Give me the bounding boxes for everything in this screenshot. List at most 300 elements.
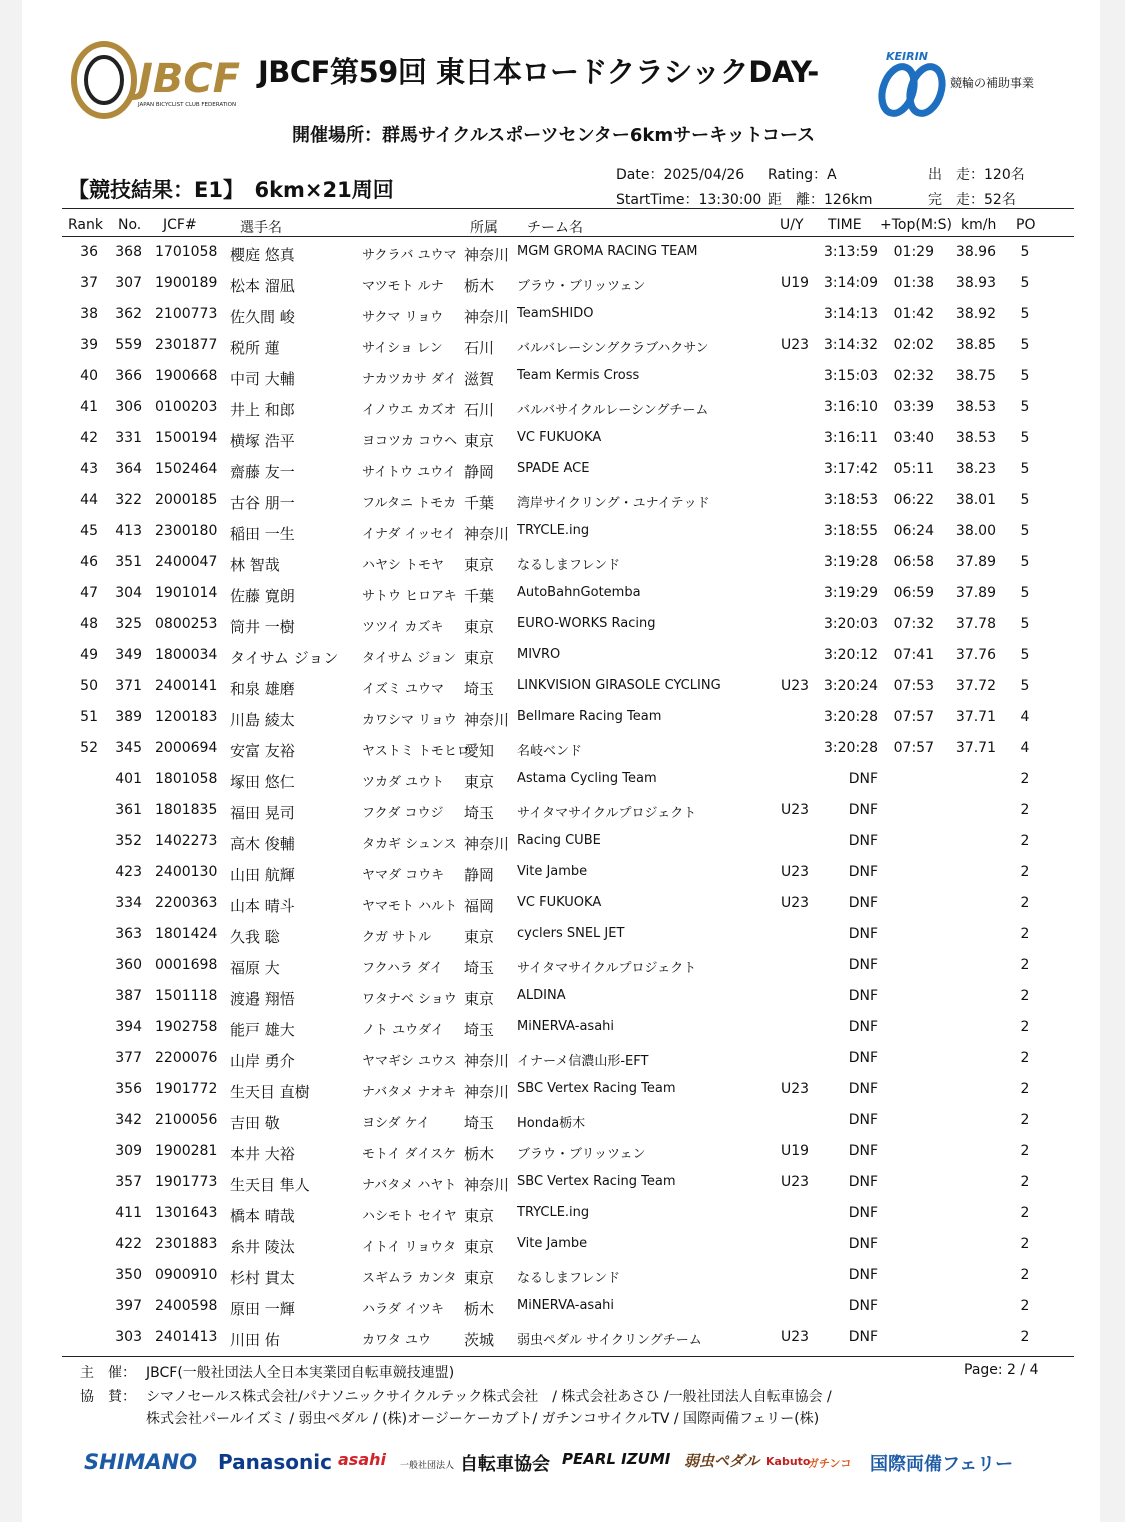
cell-po: 2 xyxy=(1020,1112,1030,1128)
cell-team: MIVRO xyxy=(517,647,561,662)
cell-team: Vite Jambe xyxy=(517,864,588,879)
cell-no: 411 xyxy=(115,1205,142,1221)
cell-top: 05:11 xyxy=(893,461,934,477)
table-row xyxy=(22,1261,1100,1292)
cell-kmh: 38.53 xyxy=(955,399,996,415)
cell-jcf: 1901014 xyxy=(155,585,218,601)
cell-jcf: 2100773 xyxy=(155,306,218,322)
cell-name: 生天目 隼人 xyxy=(230,1176,310,1194)
cell-time: DNF xyxy=(848,988,878,1004)
cell-jcf: 2401413 xyxy=(155,1329,218,1345)
cell-team: MiNERVA-asahi xyxy=(517,1019,615,1034)
cell-time: DNF xyxy=(848,1019,878,1035)
cell-time: 3:20:03 xyxy=(824,616,878,632)
cell-pref: 神奈川 xyxy=(464,711,510,729)
cell-pref: 東京 xyxy=(464,618,495,636)
cell-kmh: 37.89 xyxy=(955,554,996,570)
cell-kana: イトイ リョウタ xyxy=(362,1240,456,1255)
cell-team: Astama Cycling Team xyxy=(517,771,657,786)
cell-kmh: 38.92 xyxy=(955,306,996,322)
cell-po: 5 xyxy=(1020,368,1030,384)
cell-name: 吉田 敬 xyxy=(230,1114,280,1132)
cell-po: 2 xyxy=(1020,988,1030,1004)
cell-pref: 石川 xyxy=(464,401,495,419)
cell-kana: サトウ ヒロアキ xyxy=(362,589,457,604)
result-heading: 【競技結果：E1】 6km×21周回 xyxy=(68,178,394,202)
cell-no: 422 xyxy=(115,1236,142,1252)
cell-name: 齋藤 友一 xyxy=(230,463,295,481)
cell-name: 佐藤 寛朗 xyxy=(230,587,295,605)
cell-no: 394 xyxy=(115,1019,142,1035)
cell-team: なるしまフレンド xyxy=(517,558,621,573)
cell-top: 01:42 xyxy=(893,306,934,322)
cell-po: 2 xyxy=(1020,802,1030,818)
cell-rank: 49 xyxy=(80,647,98,663)
cell-rank: 38 xyxy=(80,306,98,322)
cell-po: 5 xyxy=(1020,647,1030,663)
cell-no: 331 xyxy=(115,430,142,446)
cell-jcf: 2400130 xyxy=(155,864,218,880)
cell-team: バルバサイクルレーシングチーム xyxy=(517,403,709,418)
cell-time: DNF xyxy=(848,1050,878,1066)
cell-kana: サクラバ ユウマ xyxy=(362,248,457,263)
cell-rank: 47 xyxy=(80,585,98,601)
cell-team: なるしまフレンド xyxy=(517,1271,621,1286)
cell-team: 弱虫ペダル サイクリングチーム xyxy=(517,1333,702,1348)
cell-pref: 東京 xyxy=(464,1269,495,1287)
cell-kana: ハラダ イツキ xyxy=(362,1302,445,1317)
cell-kana: イナダ イッセイ xyxy=(362,527,456,542)
venue: 開催場所：群馬サイクルスポーツセンター6kmサーキットコース xyxy=(292,125,816,146)
cell-jcf: 2400598 xyxy=(155,1298,218,1314)
cell-kana: ヤマダ コウキ xyxy=(362,868,445,883)
cell-rank: 45 xyxy=(80,523,98,539)
cell-kana: ツツイ カズキ xyxy=(362,620,444,635)
cell-top: 06:58 xyxy=(893,554,934,570)
cell-jcf: 1901773 xyxy=(155,1174,218,1190)
cell-kana: ワタナベ ショウ xyxy=(362,992,457,1007)
table-row xyxy=(22,331,1100,362)
cell-name: 稲田 一生 xyxy=(230,525,295,543)
cell-name: 筒井 一樹 xyxy=(230,618,295,636)
cell-pref: 埼玉 xyxy=(464,1114,495,1132)
cell-time: DNF xyxy=(848,1205,878,1221)
cell-time: DNF xyxy=(848,926,878,942)
cell-kana: カワシマ リョウ xyxy=(362,713,457,728)
cell-jcf: 2200363 xyxy=(155,895,218,911)
cell-jcf: 1801424 xyxy=(155,926,218,942)
cell-team: TeamSHIDO xyxy=(517,306,594,321)
cell-name: 福原 大 xyxy=(230,959,280,977)
pearl-izumi-logo: PEARL IZUMI xyxy=(562,1450,671,1468)
cell-pref: 神奈川 xyxy=(464,1083,510,1101)
cell-jcf: 2400047 xyxy=(155,554,218,570)
cell-jcf: 2000694 xyxy=(155,740,218,756)
cell-no: 352 xyxy=(115,833,142,849)
cell-po: 2 xyxy=(1020,1174,1030,1190)
cell-no: 366 xyxy=(115,368,142,384)
cell-kana: タカギ シュンス xyxy=(362,837,457,852)
cell-kana: フルタニ トモカ xyxy=(362,496,457,511)
starters-count: 出 走：120名 xyxy=(928,167,1025,183)
cell-pref: 栃木 xyxy=(464,1145,495,1163)
cell-pref: 東京 xyxy=(464,1207,495,1225)
cell-top: 07:53 xyxy=(893,678,934,694)
cell-po: 2 xyxy=(1020,1267,1030,1283)
col-pref: 所属 xyxy=(470,220,498,236)
cell-pref: 神奈川 xyxy=(464,246,510,264)
cell-po: 2 xyxy=(1020,1329,1030,1345)
cell-kmh: 37.71 xyxy=(955,740,996,756)
cell-kmh: 38.75 xyxy=(955,368,996,384)
cell-team: Bellmare Racing Team xyxy=(517,709,662,724)
cell-time: 3:16:10 xyxy=(824,399,878,415)
cell-jcf: 1900189 xyxy=(155,275,218,291)
jitensha-logo-sub: 一般社団法人 xyxy=(400,1461,455,1471)
table-row xyxy=(22,269,1100,300)
cell-time: DNF xyxy=(848,1143,878,1159)
cell-no: 304 xyxy=(115,585,142,601)
cell-name: 山本 晴斗 xyxy=(230,897,295,915)
cell-po: 5 xyxy=(1020,461,1030,477)
cell-team: ブラウ・ブリッツェン xyxy=(517,1147,646,1162)
panasonic-logo: Panasonic xyxy=(218,1450,332,1474)
cell-kmh: 37.78 xyxy=(955,616,996,632)
cell-jcf: 1801058 xyxy=(155,771,218,787)
cell-po: 5 xyxy=(1020,306,1030,322)
cell-rank: 42 xyxy=(80,430,98,446)
cell-no: 350 xyxy=(115,1267,142,1283)
cell-kana: サクマ リョウ xyxy=(362,310,444,325)
cell-rank: 46 xyxy=(80,554,98,570)
cell-name: 本井 大裕 xyxy=(230,1145,295,1163)
cell-top: 07:41 xyxy=(893,647,934,663)
organizer-label: 主 催： xyxy=(80,1365,136,1381)
cell-no: 349 xyxy=(115,647,142,663)
cell-pref: 埼玉 xyxy=(464,680,495,698)
cell-po: 2 xyxy=(1020,1081,1030,1097)
cell-pref: 千葉 xyxy=(464,494,495,512)
yowamushi-logo: 弱虫ペダル xyxy=(684,1452,760,1470)
cell-team: cyclers SNEL JET xyxy=(517,926,625,941)
cell-uy: U23 xyxy=(780,678,810,694)
cell-time: 3:18:53 xyxy=(824,492,878,508)
cell-time: DNF xyxy=(848,864,878,880)
cell-kmh: 38.00 xyxy=(955,523,996,539)
cell-no: 389 xyxy=(115,709,142,725)
cell-pref: 栃木 xyxy=(464,1300,495,1318)
cell-jcf: 2301883 xyxy=(155,1236,218,1252)
cell-time: 3:20:12 xyxy=(824,647,878,663)
cell-kana: フクダ コウジ xyxy=(362,806,444,821)
cell-name: 福田 晃司 xyxy=(230,804,295,822)
cell-jcf: 1801835 xyxy=(155,802,218,818)
cell-name: 橋本 晴哉 xyxy=(230,1207,295,1225)
cell-time: 3:16:11 xyxy=(824,430,878,446)
cell-team: AutoBahnGotemba xyxy=(517,585,641,600)
cell-pref: 石川 xyxy=(464,339,495,357)
cell-name: 川田 佑 xyxy=(230,1331,280,1349)
cell-no: 356 xyxy=(115,1081,142,1097)
cell-po: 2 xyxy=(1020,771,1030,787)
race-date: Date：2025/04/26 xyxy=(616,167,745,183)
cell-pref: 栃木 xyxy=(464,277,495,295)
cell-po: 5 xyxy=(1020,275,1030,291)
cell-po: 2 xyxy=(1020,1205,1030,1221)
table-row xyxy=(22,1044,1100,1075)
cell-team: ALDINA xyxy=(517,988,566,1003)
cell-time: 3:14:32 xyxy=(824,337,878,353)
cell-top: 03:40 xyxy=(893,430,934,446)
cell-uy: U23 xyxy=(780,337,810,353)
cell-top: 06:22 xyxy=(893,492,934,508)
sponsor-line-2: 株式会社パールイズミ / 弱虫ペダル / (株)オージーケーカブト/ ガチンコサイクルTV / 国際両備フェリー(株) xyxy=(146,1411,820,1427)
cell-no: 413 xyxy=(115,523,142,539)
cell-jcf: 1701058 xyxy=(155,244,218,260)
cell-rank: 41 xyxy=(80,399,98,415)
cell-no: 360 xyxy=(115,957,142,973)
cell-name: 井上 和郎 xyxy=(230,401,295,419)
cell-pref: 東京 xyxy=(464,990,495,1008)
cell-no: 559 xyxy=(115,337,142,353)
ferry-logo: 国際両備フェリー xyxy=(870,1454,1014,1475)
cell-jcf: 1900668 xyxy=(155,368,218,384)
cell-po: 2 xyxy=(1020,1298,1030,1314)
cell-no: 325 xyxy=(115,616,142,632)
cell-name: 高木 俊輔 xyxy=(230,835,295,853)
cell-po: 4 xyxy=(1020,740,1030,756)
cell-pref: 東京 xyxy=(464,649,495,667)
col-top: +Top(M:S) xyxy=(880,217,952,233)
start-time: StartTime：13:30:00 xyxy=(616,192,762,208)
table-row xyxy=(22,579,1100,610)
cell-time: DNF xyxy=(848,1112,878,1128)
cell-team: 名岐ベンド xyxy=(517,744,583,759)
cell-pref: 東京 xyxy=(464,432,495,450)
cell-team: SBC Vertex Racing Team xyxy=(517,1174,676,1189)
cell-pref: 静岡 xyxy=(464,866,495,884)
cell-time: 3:13:59 xyxy=(824,244,878,260)
cell-top: 06:24 xyxy=(893,523,934,539)
table-row xyxy=(22,765,1100,796)
col-kmh: km/h xyxy=(961,217,997,233)
cell-kana: イノウエ カズオ xyxy=(362,403,457,418)
cell-po: 5 xyxy=(1020,244,1030,260)
cell-time: 3:15:03 xyxy=(824,368,878,384)
cell-pref: 東京 xyxy=(464,556,495,574)
cell-name: 杉村 貫太 xyxy=(230,1269,295,1287)
cell-jcf: 1501118 xyxy=(155,988,218,1004)
table-row xyxy=(22,424,1100,455)
cell-po: 2 xyxy=(1020,957,1030,973)
gachinko-logo: ガチンコ xyxy=(808,1457,852,1470)
cell-no: 342 xyxy=(115,1112,142,1128)
col-no: No. xyxy=(118,217,142,233)
table-row xyxy=(22,393,1100,424)
cell-top: 02:32 xyxy=(893,368,934,384)
cell-kmh: 38.53 xyxy=(955,430,996,446)
cell-po: 2 xyxy=(1020,1050,1030,1066)
cell-kana: ハヤシ トモヤ xyxy=(362,558,445,573)
cell-team: LINKVISION GIRASOLE CYCLING xyxy=(517,678,721,693)
cell-po: 4 xyxy=(1020,709,1030,725)
jitensha-logo: 自転車協会 xyxy=(460,1454,550,1475)
jbcf-logo-text: JBCF xyxy=(138,56,241,102)
cell-time: DNF xyxy=(848,833,878,849)
table-row xyxy=(22,1013,1100,1044)
cell-name: 中司 大輔 xyxy=(230,370,295,388)
cell-name: 原田 一輝 xyxy=(230,1300,295,1318)
cell-jcf: 2200076 xyxy=(155,1050,218,1066)
divider xyxy=(62,236,1074,237)
cell-kana: ナバタメ ナオキ xyxy=(362,1085,457,1100)
cell-top: 07:57 xyxy=(893,709,934,725)
cell-rank: 51 xyxy=(80,709,98,725)
jbcf-logo xyxy=(70,40,245,120)
cell-jcf: 1901772 xyxy=(155,1081,218,1097)
cell-time: DNF xyxy=(848,957,878,973)
col-uy: U/Y xyxy=(780,217,804,233)
cell-pref: 福岡 xyxy=(464,897,495,915)
cell-pref: 愛知 xyxy=(464,742,495,760)
cell-kmh: 37.89 xyxy=(955,585,996,601)
cell-name: 安富 友裕 xyxy=(230,742,295,760)
cell-po: 5 xyxy=(1020,430,1030,446)
table-row xyxy=(22,796,1100,827)
cell-time: DNF xyxy=(848,1236,878,1252)
cell-kmh: 37.71 xyxy=(955,709,996,725)
cell-team: SBC Vertex Racing Team xyxy=(517,1081,676,1096)
cell-jcf: 0800253 xyxy=(155,616,218,632)
cell-team: サイタマサイクルプロジェクト xyxy=(517,961,697,976)
cell-team: TRYCLE.ing xyxy=(517,1205,590,1220)
cell-rank: 39 xyxy=(80,337,98,353)
cell-team: SPADE ACE xyxy=(517,461,590,476)
cell-kana: サイトウ ユウイ xyxy=(362,465,456,480)
cell-team: MGM GROMA RACING TEAM xyxy=(517,244,698,259)
table-row xyxy=(22,362,1100,393)
cell-po: 2 xyxy=(1020,926,1030,942)
table-row xyxy=(22,1075,1100,1106)
cell-uy: U23 xyxy=(780,895,810,911)
cell-team: MiNERVA-asahi xyxy=(517,1298,615,1313)
cell-no: 309 xyxy=(115,1143,142,1159)
cell-team: バルバレーシングクラブハクサン xyxy=(517,341,709,356)
cell-pref: 静岡 xyxy=(464,463,495,481)
cell-pref: 茨城 xyxy=(464,1331,495,1349)
cell-team: サイタマサイクルプロジェクト xyxy=(517,806,697,821)
cell-pref: 神奈川 xyxy=(464,525,510,543)
cell-pref: 東京 xyxy=(464,1238,495,1256)
cell-pref: 神奈川 xyxy=(464,1176,510,1194)
cell-jcf: 1200183 xyxy=(155,709,218,725)
cell-no: 363 xyxy=(115,926,142,942)
cell-pref: 東京 xyxy=(464,928,495,946)
cell-team: Team Kermis Cross xyxy=(517,368,640,383)
cell-name: 塚田 悠仁 xyxy=(230,773,295,791)
sponsor-line-1: シマノセールス株式会社/パナソニックサイクルテック株式会社 / 株式会社あさひ /一般社団法人自転車協会 / xyxy=(146,1389,832,1405)
cell-team: Honda栃木 xyxy=(517,1116,586,1131)
cell-kana: ヨコツカ コウヘ xyxy=(362,434,458,449)
cell-time: DNF xyxy=(848,802,878,818)
cell-name: タイサム ジョン xyxy=(230,649,339,667)
table-row xyxy=(22,734,1100,765)
cell-rank: 52 xyxy=(80,740,98,756)
cell-uy: U19 xyxy=(780,275,810,291)
cell-top: 03:39 xyxy=(893,399,934,415)
cell-rank: 36 xyxy=(80,244,98,260)
cell-pref: 神奈川 xyxy=(464,1052,510,1070)
svg-text:KEIRIN: KEIRIN xyxy=(886,50,928,63)
table-row xyxy=(22,920,1100,951)
cell-pref: 滋賀 xyxy=(464,370,495,388)
table-row xyxy=(22,300,1100,331)
cell-no: 401 xyxy=(115,771,142,787)
cell-po: 5 xyxy=(1020,616,1030,632)
cell-name: 川島 綾太 xyxy=(230,711,295,729)
sponsor-label: 協 賛： xyxy=(80,1389,136,1405)
cell-po: 5 xyxy=(1020,678,1030,694)
cell-jcf: 2300180 xyxy=(155,523,218,539)
table-row xyxy=(22,1292,1100,1323)
cell-jcf: 0900910 xyxy=(155,1267,218,1283)
cell-time: 3:14:09 xyxy=(824,275,878,291)
divider xyxy=(62,208,1074,209)
cell-kmh: 38.23 xyxy=(955,461,996,477)
cell-time: DNF xyxy=(848,1329,878,1345)
table-row xyxy=(22,1230,1100,1261)
table-row xyxy=(22,672,1100,703)
cell-pref: 埼玉 xyxy=(464,1021,495,1039)
cell-time: 3:20:28 xyxy=(824,740,878,756)
cell-no: 334 xyxy=(115,895,142,911)
col-name: 選手名 xyxy=(240,220,282,236)
cell-name: 山田 航輝 xyxy=(230,866,295,884)
finishers-count: 完 走：52名 xyxy=(928,192,1016,208)
cell-team: 湾岸サイクリング・ユナイテッド xyxy=(517,496,710,511)
page-number: Page: 2 / 4 xyxy=(964,1362,1039,1378)
cell-no: 387 xyxy=(115,988,142,1004)
cell-name: 能戸 雄大 xyxy=(230,1021,295,1039)
cell-pref: 神奈川 xyxy=(464,308,510,326)
cell-jcf: 1800034 xyxy=(155,647,218,663)
col-rank: Rank xyxy=(68,217,103,233)
cell-uy: U23 xyxy=(780,864,810,880)
rating: Rating：A xyxy=(768,167,837,183)
cell-time: 3:20:28 xyxy=(824,709,878,725)
results-page xyxy=(22,0,1100,1522)
cell-team: イナーメ信濃山形-EFT xyxy=(517,1054,649,1069)
jbcf-logo-subtext: JAPAN BICYCLIST CLUB FEDERATION xyxy=(138,102,237,108)
cell-name: 山岸 勇介 xyxy=(230,1052,295,1070)
cell-jcf: 2301877 xyxy=(155,337,218,353)
cell-rank: 50 xyxy=(80,678,98,694)
cell-name: 佐久間 峻 xyxy=(230,308,295,326)
cell-time: DNF xyxy=(848,771,878,787)
cell-top: 07:57 xyxy=(893,740,934,756)
kabuto-logo: Kabuto xyxy=(766,1455,811,1468)
table-row xyxy=(22,982,1100,1013)
cell-kana: ハシモト セイヤ xyxy=(362,1209,457,1224)
keirin-label: 競輪の補助事業 xyxy=(950,76,1035,90)
cell-team: EURO-WORKS Racing xyxy=(517,616,656,631)
cell-time: DNF xyxy=(848,1267,878,1283)
cell-po: 2 xyxy=(1020,895,1030,911)
col-jcf: JCF# xyxy=(163,217,197,233)
cell-po: 2 xyxy=(1020,1019,1030,1035)
table-row xyxy=(22,641,1100,672)
cell-jcf: 1502464 xyxy=(155,461,218,477)
